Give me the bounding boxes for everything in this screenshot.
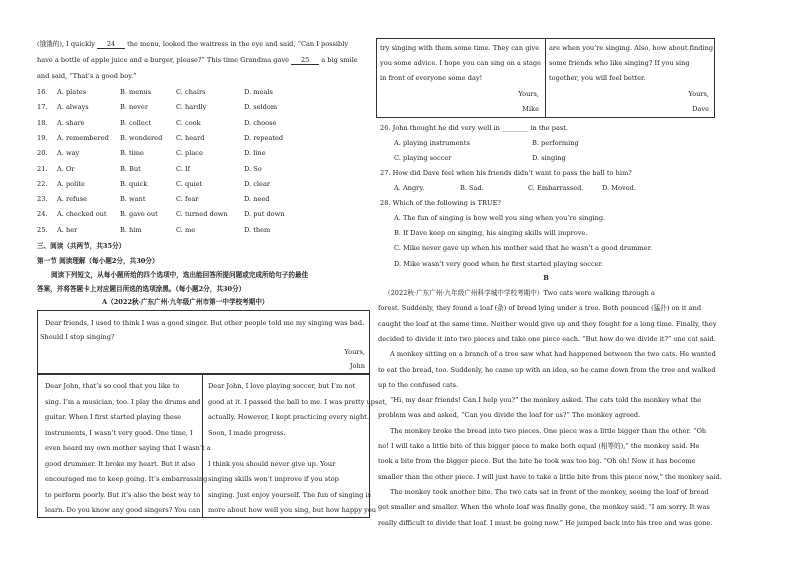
intro-line-2 bbox=[37, 56, 358, 65]
reply-line: more about how well you sing, but how happy you bbox=[208, 506, 377, 514]
reply-line: I think you should never give up. Your bbox=[208, 459, 336, 468]
letter-line-1: Dear friends, I used to think I was a good singer. But other people told me my singing was bad. bbox=[45, 319, 365, 327]
option-d: D. choose bbox=[244, 118, 277, 127]
instruction-line-1: 阅读下列短文，从每小题所给的四个选项中，选出能回答所提问题或完成所给句子的最佳 bbox=[51, 271, 309, 279]
reply-line: actually. However, I kept practicing every night. bbox=[208, 413, 369, 421]
option-d: D. meals bbox=[244, 88, 273, 96]
passage-line: no! I will take a little bite of this bigger piece to make both equal (相等的),” the monkey said. He bbox=[378, 442, 700, 450]
reply-line: singing. Just enjoy yourself. The fun of singing is bbox=[208, 490, 371, 499]
option-d: D. repeated bbox=[244, 133, 284, 142]
option-number: 20. bbox=[37, 149, 48, 158]
instruction-line-2: 答案，并将答题卡上对应题目所选的选项涂黑。（每小题2分，共30分） bbox=[37, 285, 246, 293]
passage-line: caught the loaf at the same time. Neither would give up and they fought for a long time. Finally, they bbox=[378, 319, 717, 328]
q28-option-c: C. Mike never gave up when his mother said that he wasn’t a good drummer. bbox=[394, 244, 653, 252]
question-27: 27. How did Dave feel when his friends didn’t want to pass the ball to him? bbox=[380, 169, 632, 177]
option-number: 22. bbox=[37, 179, 48, 188]
option-number: 17. bbox=[37, 103, 48, 112]
blank-25: 25 bbox=[291, 56, 319, 65]
letter-signature: John bbox=[349, 362, 365, 370]
reply-line: you some advice. I hope you can sing on a stage bbox=[380, 59, 542, 67]
option-a: A. polite bbox=[57, 179, 85, 188]
option-c: C. turned down bbox=[176, 210, 228, 219]
dave-signature: Dave bbox=[692, 105, 709, 113]
option-number: 19. bbox=[37, 133, 48, 142]
option-number: 24. bbox=[37, 210, 48, 219]
reply-line: guitar. When I first started playing these bbox=[45, 413, 182, 421]
option-d: D. them bbox=[244, 225, 271, 234]
passage-line: “Hi, my dear friends! Can I help you?” the monkey asked. The cats told the monkey what the bbox=[390, 396, 702, 405]
option-b: B. quick bbox=[120, 179, 148, 188]
q26-option-d: D. singing bbox=[532, 154, 566, 162]
reply-line: instruments, I wasn’t very good. One time, I bbox=[45, 428, 193, 437]
reply-line: some friends who like singing? If you sing bbox=[549, 59, 690, 67]
letter-box-top bbox=[37, 310, 370, 374]
passage-line: decided to divide it into two pieces and take one piece each. “But how do we divide it?” one cat said. bbox=[378, 334, 716, 343]
q26-option-c: C. playing soccer bbox=[394, 154, 452, 162]
intro-line-3: and said, “That’s a good boy.” bbox=[37, 72, 137, 80]
option-b: B. him bbox=[120, 225, 142, 234]
reply-line: are when you’re singing. Also, how about finding bbox=[549, 44, 714, 52]
passage-line: （2022秋·广东广州·九年级广州科学城中学校考期中）Two cats were walking through a bbox=[384, 289, 655, 297]
passage-line: smaller than the other piece. I will just have to take a little bite from this piece now,” the monkey said. bbox=[378, 472, 722, 481]
option-a: A. remembered bbox=[57, 133, 109, 142]
passage-line: forest. Suddenly, they found a loaf (条) of bread lying under a tree. Both pounced (猛扑) on it and bbox=[378, 304, 702, 313]
option-number: 25. bbox=[37, 225, 48, 234]
reply-line: sing. I’m a musician, too. I play the drums and bbox=[45, 397, 201, 406]
passage-line: The monkey broke the bread into two pieces. One piece was a little bigger than the other. “Oh bbox=[390, 426, 707, 435]
mike-signoff: Yours, bbox=[518, 90, 539, 98]
option-c: C. place bbox=[176, 149, 203, 158]
option-a: A. refuse bbox=[57, 195, 87, 204]
letter-signoff: Yours, bbox=[344, 348, 365, 356]
q28-option-a: A. The fun of singing is how well you sing when you’re singing. bbox=[394, 214, 606, 222]
option-c: C. cook bbox=[176, 118, 201, 127]
passage-b-heading: B bbox=[543, 274, 549, 282]
option-b: B. collect bbox=[120, 118, 152, 127]
option-a: A. way bbox=[57, 149, 80, 158]
option-c: C. If bbox=[176, 164, 191, 173]
option-b: B. time bbox=[120, 149, 144, 158]
option-a: A. share bbox=[57, 118, 85, 127]
intro-line-1 bbox=[37, 40, 348, 49]
option-c: C. chairs bbox=[176, 88, 206, 96]
intro-text: a big smile bbox=[321, 56, 358, 64]
dave-signoff: Yours, bbox=[688, 90, 709, 98]
reply-line: even heard my own mother saying that I wasn’t a bbox=[45, 444, 211, 452]
reply-line: in front of everyone some day! bbox=[380, 74, 483, 82]
q28-option-b: B. If Dave keep on singing, his singing skills will improve. bbox=[394, 229, 588, 237]
option-number: 16. bbox=[37, 88, 48, 96]
option-number: 21. bbox=[37, 164, 48, 173]
q28-option-d: D. Mike wasn’t very good when he first started playing soccer. bbox=[394, 260, 604, 268]
option-d: D. need bbox=[244, 195, 270, 204]
passage-line: get smaller and smaller. When the whole loaf was finally gone, the monkey said, “I am sorry. It was bbox=[378, 503, 710, 512]
option-c: C. hardly bbox=[176, 103, 207, 112]
passage-line: took a bite from the bigger piece. But the bite he took was too big. “Oh oh! Now it has become bbox=[378, 457, 696, 466]
option-number: 18. bbox=[37, 118, 48, 127]
option-b: B. But bbox=[120, 164, 141, 173]
option-d: D. clear bbox=[244, 179, 271, 188]
option-b: B. never bbox=[120, 103, 148, 112]
option-a: A. Or bbox=[57, 164, 75, 173]
option-a: A. plates bbox=[57, 88, 87, 96]
intro-text: have a bottle of apple juice and a burger, please?” This time Grandma gave bbox=[37, 56, 290, 64]
option-number: 23. bbox=[37, 195, 48, 204]
q27-option-b: B. Sad. bbox=[460, 184, 484, 192]
option-d: D. put down bbox=[244, 210, 285, 219]
reply-line: Dear John, that’s so cool that you like to bbox=[45, 382, 180, 390]
passage-line: The monkey took another bite. The two cats sat in front of the monkey, seeing the loaf of bread bbox=[390, 487, 709, 496]
option-c: C. me bbox=[176, 225, 196, 234]
passage-line: up to the confused cats. bbox=[378, 380, 459, 389]
replies-box bbox=[37, 374, 388, 518]
reply-line: Soon, I made progress. bbox=[208, 428, 286, 437]
reply-line: singing skills won’t improve if you stop bbox=[208, 475, 339, 483]
passage-line: problem was and asked, “Can you divide the loaf for us?” The monkey agreed. bbox=[378, 411, 641, 420]
blank-24: 24 bbox=[97, 40, 125, 49]
continued-divider bbox=[545, 39, 546, 117]
reply-line: together, you will feel better. bbox=[549, 74, 646, 82]
q26-option-b: B. performing bbox=[532, 139, 579, 147]
section-subtitle: 第一节 阅读理解（每小题2分，共30分） bbox=[37, 257, 159, 265]
option-c: C. heard bbox=[176, 133, 205, 142]
replies-continued-box bbox=[376, 38, 715, 118]
option-d: D. So bbox=[244, 164, 262, 173]
section-title: 三、阅读（共两节，共35分） bbox=[37, 242, 126, 250]
option-b: B. want bbox=[120, 195, 146, 204]
option-b: B. wondered bbox=[120, 133, 163, 142]
option-d: D. line bbox=[244, 149, 266, 158]
question-28: 28. Which of the following is TRUE? bbox=[380, 199, 501, 207]
intro-text: the menu, looked the waitress in the eye and said, “Can I possibly bbox=[127, 40, 349, 48]
q26-option-a: A. playing instruments bbox=[394, 139, 470, 147]
option-a: A. checked out bbox=[57, 210, 107, 219]
option-b: B. menus bbox=[120, 88, 152, 96]
reply-line: good at it. I passed the ball to me. I was pretty upset, bbox=[208, 397, 388, 406]
option-b: B. gave out bbox=[120, 210, 158, 219]
q27-option-c: C. Embarrassed. bbox=[528, 184, 584, 192]
reply-line: learn. Do you know any good singers? You can bbox=[45, 506, 201, 514]
reply-line: Dear John, I love playing soccer, but I’m not bbox=[208, 382, 356, 390]
option-c: C. quiet bbox=[176, 179, 203, 188]
reply-line: try singing with them some time. They can give bbox=[380, 44, 540, 52]
option-a: A. her bbox=[57, 225, 78, 234]
letter-line-2: Should I stop singing? bbox=[40, 333, 115, 341]
reply-line: encouraged me to keep going. It’s embarrassing bbox=[45, 475, 208, 483]
passage-line: A monkey sitting on a branch of a tree saw what had happened between the two cats. He wanted bbox=[390, 350, 716, 359]
passage-line: really difficult to divide that loaf. I must be going now.” He jumped back into his tree and was gone. bbox=[378, 518, 713, 527]
mike-signature: Mike bbox=[522, 105, 539, 113]
passage-line: to eat the bread, too. Suddenly, he came up with an idea, so he came down from the tree and walked bbox=[378, 365, 716, 374]
option-c: C. fear bbox=[176, 195, 199, 204]
intro-text: (饿饿的), I quickly bbox=[37, 40, 95, 48]
q27-option-d: D. Moved. bbox=[602, 184, 636, 192]
option-d: D. seldom bbox=[244, 103, 278, 112]
q27-option-a: A. Angry. bbox=[394, 184, 425, 192]
question-26: 26. John thought he did very well in ________ in the past. bbox=[380, 124, 569, 132]
reply-line: good drummer. It broke my heart. But it also bbox=[45, 459, 196, 468]
reply-line: to perform poorly. But it’s also the best way to bbox=[45, 490, 201, 499]
passage-a-heading: A（2022秋·广东广州·九年级广州市第一中学校考期中） bbox=[102, 298, 269, 306]
option-a: A. always bbox=[57, 103, 89, 112]
